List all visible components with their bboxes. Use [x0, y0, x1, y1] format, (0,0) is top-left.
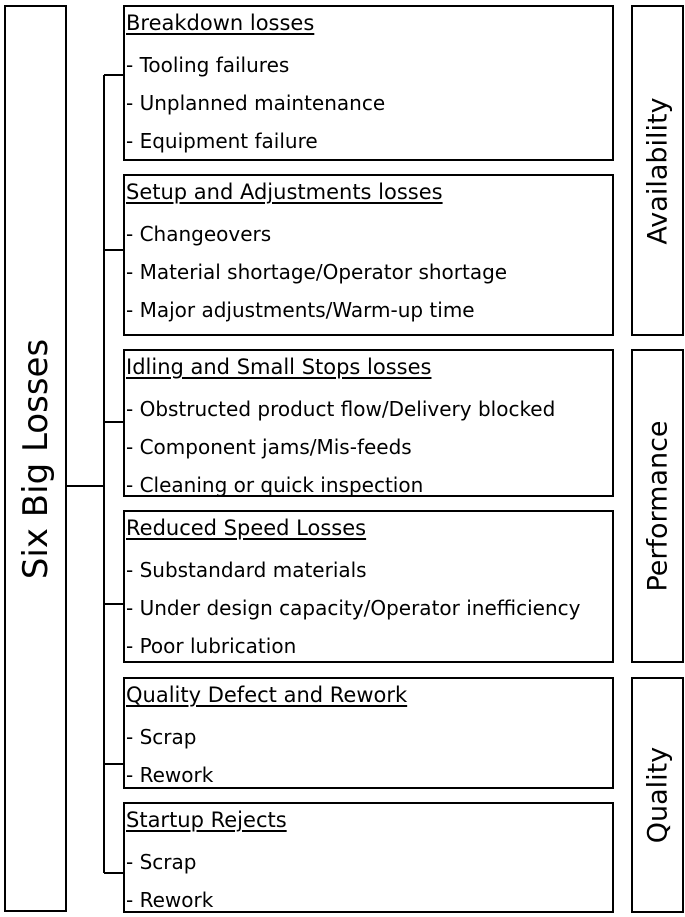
category-item: - Component jams/Mis-feeds [126, 435, 412, 459]
category-setup-adjustments-losses [123, 174, 614, 336]
category-item: - Rework [126, 763, 214, 787]
group-label: Performance [642, 420, 673, 592]
category-item: - Rework [126, 888, 214, 912]
category-item: - Substandard materials [126, 558, 367, 582]
category-breakdown-losses [123, 5, 614, 161]
category-item: - Poor lubrication [126, 634, 297, 658]
category-idling-small-stops-losses [123, 349, 614, 497]
category-item: - Scrap [126, 725, 197, 749]
category-item: - Scrap [126, 850, 197, 874]
category-item: - Major adjustments/Warm-up time [126, 298, 475, 322]
category-reduced-speed-losses [123, 510, 614, 663]
group-availability-box [631, 5, 684, 336]
group-performance-box [631, 349, 684, 663]
root-box [4, 5, 67, 912]
category-item: - Cleaning or quick inspection [126, 473, 424, 497]
category-item: - Tooling failures [126, 53, 290, 77]
category-title: Idling and Small Stops losses [126, 355, 432, 379]
category-quality-defect-rework [123, 677, 614, 789]
group-quality-box [631, 677, 684, 913]
group-label: Availability [642, 96, 673, 245]
category-item: - Obstructed product flow/Delivery blocked [126, 397, 556, 421]
category-title: Breakdown losses [126, 11, 315, 35]
category-title: Startup Rejects [126, 808, 287, 832]
root-title: Six Big Losses [15, 338, 56, 579]
category-item: - Changeovers [126, 222, 272, 246]
category-item: - Under design capacity/Operator inefficiency [126, 596, 581, 620]
group-label: Quality [642, 746, 673, 844]
category-item: - Unplanned maintenance [126, 91, 386, 115]
category-startup-rejects [123, 802, 614, 913]
category-item: - Material shortage/Operator shortage [126, 260, 508, 284]
category-title: Reduced Speed Losses [126, 516, 367, 540]
category-title: Quality Defect and Rework [126, 683, 408, 707]
category-title: Setup and Adjustments losses [126, 180, 443, 204]
category-item: - Equipment failure [126, 129, 318, 153]
